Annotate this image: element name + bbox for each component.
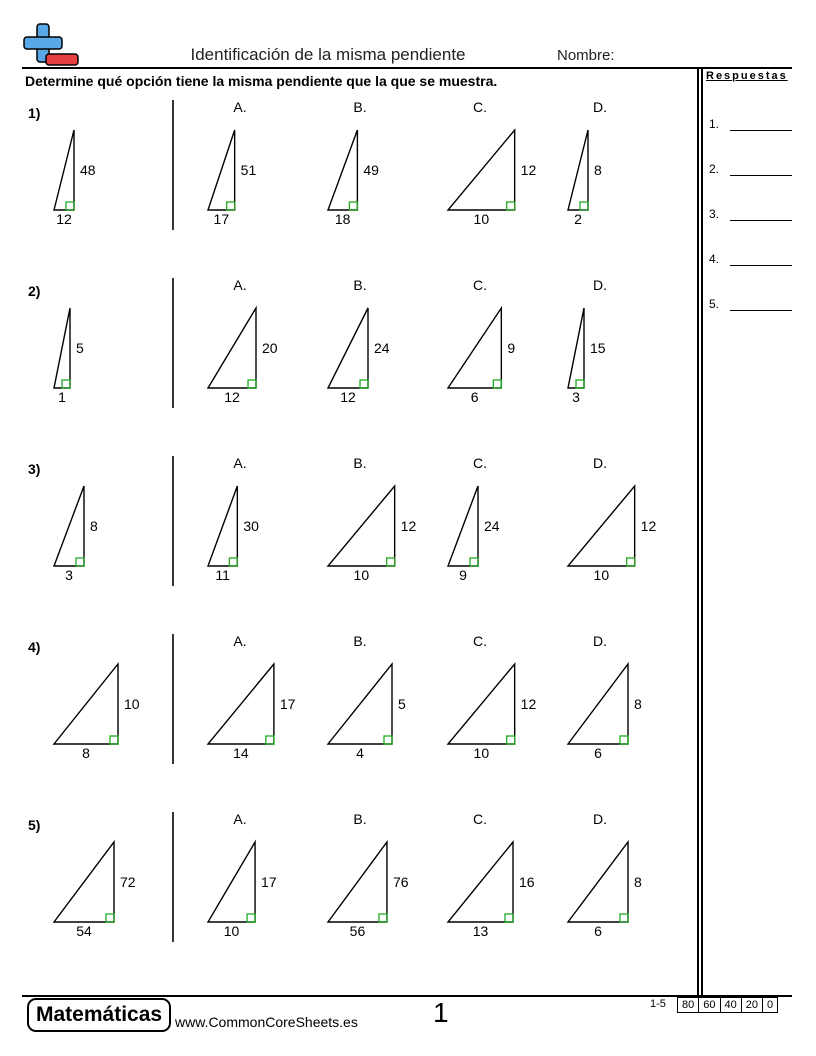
option-letter: C. bbox=[473, 99, 487, 115]
right-triangle bbox=[568, 486, 635, 566]
page-title: Identificación de la misma pendiente bbox=[190, 45, 466, 64]
right-triangle bbox=[328, 664, 392, 744]
option-letter: B. bbox=[353, 277, 367, 293]
score-range: 1-5 bbox=[650, 998, 666, 1010]
right-angle-marker bbox=[627, 558, 635, 566]
run-label: 12 bbox=[224, 389, 240, 405]
right-triangle bbox=[54, 130, 74, 210]
problem-number: 2) bbox=[28, 283, 41, 299]
option-letter: D. bbox=[593, 99, 607, 115]
problem-number: 5) bbox=[28, 817, 41, 833]
right-angle-marker bbox=[106, 914, 114, 922]
run-label: 3 bbox=[65, 567, 73, 583]
right-angle-marker bbox=[62, 380, 70, 388]
right-triangle bbox=[208, 130, 235, 210]
right-angle-marker bbox=[248, 380, 256, 388]
run-label: 10 bbox=[593, 567, 610, 583]
right-angle-marker bbox=[266, 736, 274, 744]
option-letter: A. bbox=[233, 811, 247, 827]
answers-title: Respuestas bbox=[706, 70, 788, 82]
option-letter: D. bbox=[593, 277, 607, 293]
score-cell: 80 bbox=[682, 999, 695, 1011]
rise-label: 5 bbox=[398, 696, 406, 712]
option-letter: A. bbox=[233, 633, 247, 649]
run-label: 56 bbox=[349, 923, 366, 939]
run-label: 17 bbox=[213, 211, 230, 227]
run-label: 9 bbox=[459, 567, 467, 583]
right-angle-marker bbox=[507, 202, 515, 210]
right-triangle bbox=[568, 308, 584, 388]
answer-number: 1. bbox=[709, 117, 720, 131]
rise-label: 5 bbox=[76, 340, 84, 356]
option-letter: A. bbox=[233, 277, 247, 293]
right-angle-marker bbox=[349, 202, 357, 210]
answer-number: 3. bbox=[709, 207, 720, 221]
right-angle-marker bbox=[360, 380, 368, 388]
option-letter: D. bbox=[593, 633, 607, 649]
rise-label: 49 bbox=[363, 162, 379, 178]
right-angle-marker bbox=[620, 736, 628, 744]
run-label: 4 bbox=[356, 745, 364, 761]
rise-label: 12 bbox=[400, 518, 417, 534]
run-label: 6 bbox=[594, 745, 602, 761]
option-letter: C. bbox=[473, 277, 487, 293]
problem-number: 3) bbox=[28, 461, 41, 477]
right-triangle bbox=[208, 308, 256, 388]
run-label: 18 bbox=[334, 211, 351, 227]
run-label: 10 bbox=[223, 923, 240, 939]
run-label: 10 bbox=[473, 211, 490, 227]
right-triangle bbox=[54, 308, 70, 388]
right-triangle bbox=[448, 664, 515, 744]
rise-label: 24 bbox=[484, 518, 500, 534]
site-url: www.CommonCoreSheets.es bbox=[175, 1014, 358, 1030]
run-label: 54 bbox=[76, 923, 92, 939]
run-label: 2 bbox=[574, 211, 582, 227]
instructions: Determine qué opción tiene la misma pendiente que la que se muestra. bbox=[25, 73, 498, 89]
score-cell: 60 bbox=[698, 998, 719, 1012]
rise-label: 12 bbox=[640, 518, 657, 534]
right-angle-marker bbox=[247, 914, 255, 922]
run-label: 6 bbox=[594, 923, 602, 939]
right-angle-marker bbox=[384, 736, 392, 744]
run-label: 10 bbox=[473, 745, 490, 761]
option-letter: A. bbox=[233, 99, 247, 115]
right-angle-marker bbox=[379, 914, 387, 922]
rise-label: 48 bbox=[80, 162, 96, 178]
right-triangle bbox=[54, 842, 114, 922]
option-letter: D. bbox=[593, 455, 607, 471]
run-label: 6 bbox=[470, 389, 479, 405]
right-triangle bbox=[568, 130, 588, 210]
answer-number: 2. bbox=[709, 162, 720, 176]
right-triangle bbox=[568, 664, 628, 744]
right-angle-marker bbox=[493, 380, 501, 388]
rise-label: 30 bbox=[243, 518, 259, 534]
right-angle-marker bbox=[505, 914, 513, 922]
problem-number: 4) bbox=[28, 639, 41, 655]
option-letter: C. bbox=[473, 633, 487, 649]
run-label: 12 bbox=[340, 389, 356, 405]
rise-label: 24 bbox=[374, 340, 390, 356]
right-angle-marker bbox=[66, 202, 74, 210]
option-letter: C. bbox=[473, 455, 487, 471]
rise-label: 8 bbox=[90, 518, 98, 534]
rise-label: 8 bbox=[594, 162, 602, 178]
run-label: 1 bbox=[58, 389, 66, 405]
rise-label: 9 bbox=[507, 340, 516, 356]
rise-label: 51 bbox=[240, 162, 257, 178]
run-label: 8 bbox=[82, 745, 90, 761]
rise-label: 15 bbox=[590, 340, 606, 356]
rise-label: 17 bbox=[279, 696, 296, 712]
right-angle-marker bbox=[580, 202, 588, 210]
score-cell: 20 bbox=[741, 998, 762, 1012]
right-angle-marker bbox=[229, 558, 237, 566]
run-label: 11 bbox=[215, 567, 230, 583]
right-angle-marker bbox=[620, 914, 628, 922]
rise-label: 8 bbox=[634, 696, 642, 712]
option-letter: D. bbox=[593, 811, 607, 827]
right-triangle bbox=[328, 842, 387, 922]
right-triangle bbox=[448, 130, 515, 210]
score-box bbox=[677, 997, 778, 1013]
score-cell: 40 bbox=[720, 998, 741, 1012]
run-label: 13 bbox=[472, 923, 489, 939]
problem-number: 1) bbox=[28, 105, 41, 121]
right-triangle bbox=[568, 842, 628, 922]
right-angle-marker bbox=[110, 736, 118, 744]
option-letter: B. bbox=[353, 455, 367, 471]
run-label: 10 bbox=[353, 567, 370, 583]
right-triangle bbox=[54, 486, 84, 566]
rise-label: 76 bbox=[392, 874, 409, 890]
rise-label: 17 bbox=[261, 874, 277, 890]
run-label: 3 bbox=[572, 389, 580, 405]
right-angle-marker bbox=[76, 558, 84, 566]
rise-label: 12 bbox=[520, 696, 537, 712]
right-triangle bbox=[328, 486, 395, 566]
option-letter: A. bbox=[233, 455, 247, 471]
option-letter: B. bbox=[353, 99, 367, 115]
right-triangle bbox=[208, 486, 237, 566]
right-angle-marker bbox=[470, 558, 478, 566]
option-letter: B. bbox=[353, 633, 367, 649]
run-label: 12 bbox=[56, 211, 72, 227]
answer-number: 5. bbox=[709, 297, 720, 311]
rise-label: 8 bbox=[634, 874, 642, 890]
rise-label: 12 bbox=[520, 162, 537, 178]
rise-label: 16 bbox=[519, 874, 535, 890]
run-label: 14 bbox=[233, 745, 249, 761]
right-triangle bbox=[208, 842, 255, 922]
page-number: 1 bbox=[433, 997, 449, 1028]
right-triangle bbox=[448, 486, 478, 566]
right-triangle bbox=[328, 308, 368, 388]
option-letter: B. bbox=[353, 811, 367, 827]
right-triangle bbox=[448, 308, 501, 388]
right-angle-marker bbox=[507, 736, 515, 744]
right-triangle bbox=[54, 664, 118, 744]
brand-badge: Matemáticas bbox=[27, 998, 171, 1032]
name-label: Nombre: bbox=[557, 47, 615, 64]
right-angle-marker bbox=[576, 380, 584, 388]
right-triangle bbox=[448, 842, 513, 922]
right-angle-marker bbox=[387, 558, 395, 566]
rise-label: 20 bbox=[262, 340, 278, 356]
score-cell: 0 bbox=[762, 998, 777, 1012]
answer-number: 4. bbox=[709, 252, 720, 266]
rise-label: 10 bbox=[124, 696, 140, 712]
right-angle-marker bbox=[227, 202, 235, 210]
right-triangle bbox=[328, 130, 357, 210]
option-letter: C. bbox=[473, 811, 487, 827]
rise-label: 72 bbox=[120, 874, 136, 890]
right-triangle bbox=[208, 664, 274, 744]
